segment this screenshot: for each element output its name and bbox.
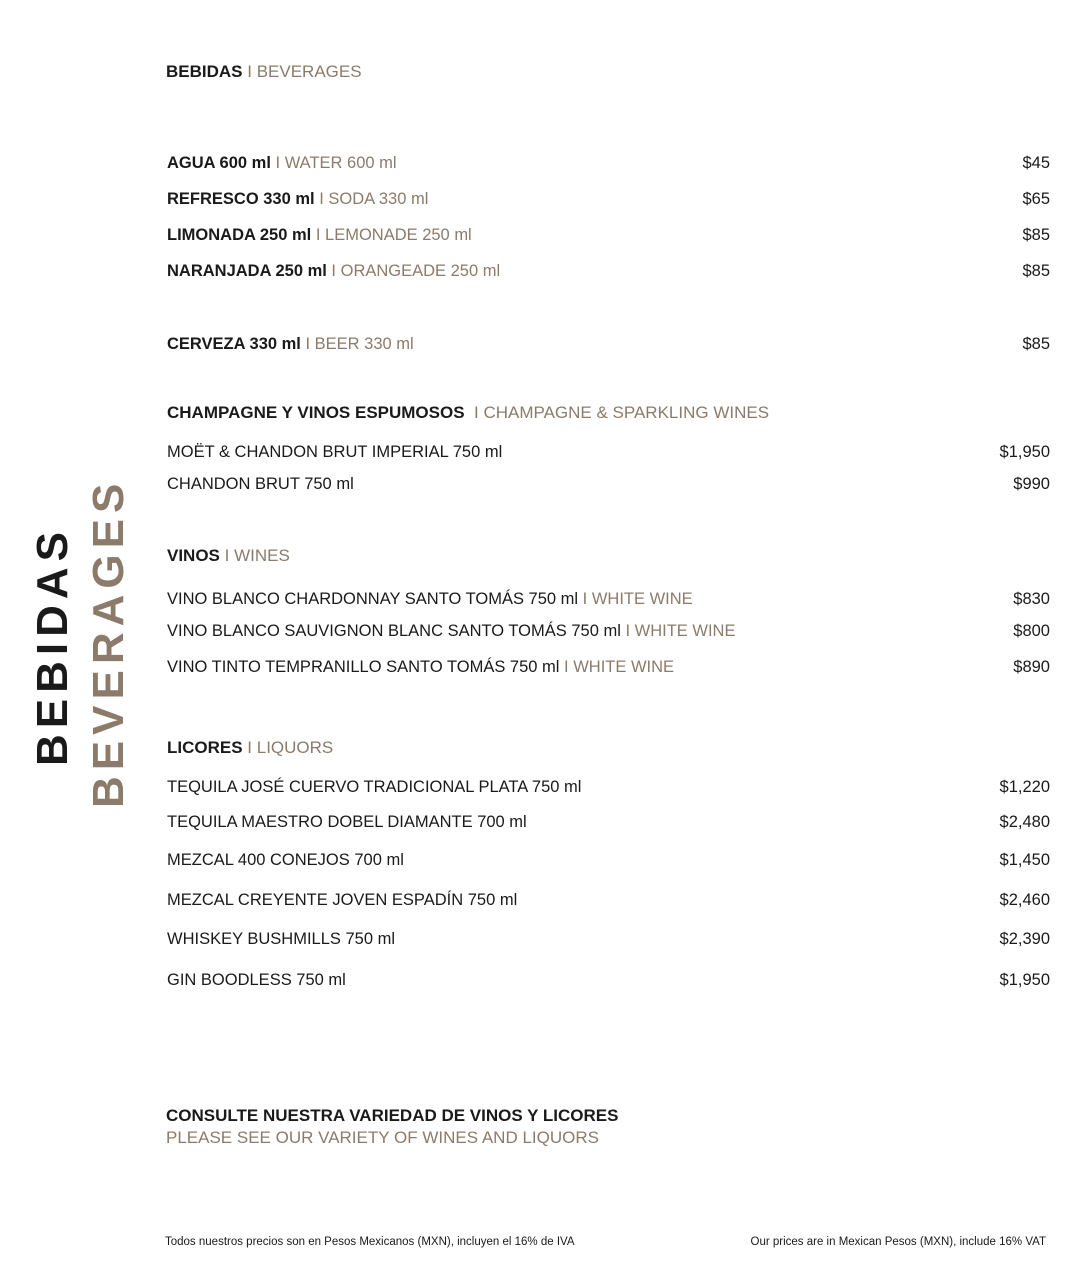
- item-name: MEZCAL 400 CONEJOS 700 ml: [167, 851, 404, 869]
- item-price: $45: [1022, 154, 1050, 172]
- item-price: $2,460: [999, 891, 1050, 909]
- item-name-en: WHITE WINE: [634, 622, 736, 640]
- item-price: $1,450: [999, 851, 1050, 869]
- item-name-en: LEMONADE 250 ml: [325, 226, 472, 244]
- item-name-en: SODA 330 ml: [328, 190, 429, 208]
- item-name-es: CERVEZA 330 ml: [167, 335, 301, 353]
- list-item: [167, 472, 1050, 496]
- list-item: [167, 775, 1050, 799]
- section-title-es: VINOS: [167, 546, 220, 565]
- item-price: $85: [1022, 335, 1050, 353]
- item-name: MOËT & CHANDON BRUT IMPERIAL 750 ml: [167, 443, 503, 461]
- item-price: $2,390: [999, 930, 1050, 948]
- item-name-es: REFRESCO 330 ml: [167, 190, 315, 208]
- item-price: $830: [1013, 590, 1050, 608]
- item-price: $2,480: [999, 813, 1050, 831]
- section-title-liquors: LICORES I LIQUORS: [167, 738, 334, 757]
- item-price: $890: [1013, 658, 1050, 676]
- item-price: $65: [1022, 190, 1050, 208]
- section-title-es: LICORES: [167, 738, 243, 757]
- item-name: CHANDON BRUT 750 ml: [167, 475, 354, 493]
- page-title-es: BEBIDAS: [166, 62, 243, 81]
- list-item: VINO BLANCO CHARDONNAY SANTO TOMÁS 750 ml I WHITE WINE $830: [167, 587, 1050, 611]
- list-item: [167, 927, 1050, 951]
- item-name: VINO BLANCO SAUVIGNON BLANC SANTO TOMÁS 750 ml: [167, 622, 621, 640]
- item-name-es: NARANJADA 250 ml: [167, 262, 327, 280]
- item-name-en: BEER 330 ml: [314, 335, 414, 353]
- item-name-en: WATER 600 ml: [284, 154, 397, 172]
- footer-note-es: Todos nuestros precios son en Pesos Mexicanos (MXN), incluyen el 16% de IVA: [165, 1236, 575, 1248]
- item-name: TEQUILA JOSÉ CUERVO TRADICIONAL PLATA 750 ml: [167, 778, 582, 796]
- item-price: $990: [1013, 475, 1050, 493]
- footer-note-en: Our prices are in Mexican Pesos (MXN), include 16% VAT: [750, 1236, 1046, 1248]
- item-name: VINO TINTO TEMPRANILLO SANTO TOMÁS 750 ml: [167, 658, 560, 676]
- item-price: $1,220: [999, 778, 1050, 796]
- list-item: REFRESCO 330 ml I SODA 330 ml $65: [167, 187, 1050, 211]
- item-name: VINO BLANCO CHARDONNAY SANTO TOMÁS 750 ml: [167, 590, 579, 608]
- item-price: $1,950: [999, 971, 1050, 989]
- section-title-es: CHAMPAGNE Y VINOS ESPUMOSOS: [167, 403, 465, 422]
- section-title-champagne: [167, 401, 769, 425]
- item-name-es: LIMONADA 250 ml: [167, 226, 312, 244]
- list-item: [167, 968, 1050, 992]
- item-name-en: ORANGEADE 250 ml: [340, 262, 501, 280]
- item-name-en: WHITE WINE: [591, 590, 693, 608]
- page-title-en: BEVERAGES: [256, 62, 362, 81]
- side-title-es: BEBIDAS: [28, 525, 77, 766]
- list-item: VINO BLANCO SAUVIGNON BLANC SANTO TOMÁS 750 ml I WHITE WINE $800: [167, 619, 1050, 643]
- list-item: AGUA 600 ml I WATER 600 ml $45: [167, 151, 1050, 175]
- section-title-en: I CHAMPAGNE & SPARKLING WINES: [474, 403, 770, 422]
- item-price: $85: [1022, 262, 1050, 280]
- section-title-wines: VINOS I WINES: [167, 546, 290, 565]
- item-name: TEQUILA MAESTRO DOBEL DIAMANTE 700 ml: [167, 813, 527, 831]
- page-title: [166, 60, 362, 84]
- list-item: [167, 848, 1050, 872]
- item-name: GIN BOODLESS 750 ml: [167, 971, 346, 989]
- list-item: VINO TINTO TEMPRANILLO SANTO TOMÁS 750 ml I WHITE WINE $890: [167, 655, 1050, 679]
- item-price: $1,950: [999, 443, 1050, 461]
- list-item: [167, 440, 1050, 464]
- side-title-en: BEVERAGES: [84, 477, 133, 808]
- title-sep: I: [242, 62, 257, 81]
- notice-es: CONSULTE NUESTRA VARIEDAD DE VINOS Y LICORES: [166, 1106, 619, 1125]
- list-item: NARANJADA 250 ml I ORANGEADE 250 ml $85: [167, 259, 1050, 283]
- item-name-es: AGUA 600 ml: [167, 154, 271, 172]
- list-item: CERVEZA 330 ml I BEER 330 ml $85: [167, 332, 1050, 356]
- item-name-en: WHITE WINE: [573, 658, 675, 676]
- list-item: LIMONADA 250 ml I LEMONADE 250 ml $85: [167, 223, 1050, 247]
- item-name: WHISKEY BUSHMILLS 750 ml: [167, 930, 396, 948]
- item-price: $800: [1013, 622, 1050, 640]
- item-name: MEZCAL CREYENTE JOVEN ESPADÍN 750 ml: [167, 891, 518, 909]
- list-item: [167, 888, 1050, 912]
- section-title-en: LIQUORS: [256, 738, 334, 757]
- list-item: [167, 810, 1050, 834]
- notice-en: PLEASE SEE OUR VARIETY OF WINES AND LIQUORS: [166, 1128, 599, 1147]
- section-title-en: WINES: [234, 546, 290, 565]
- item-price: $85: [1022, 226, 1050, 244]
